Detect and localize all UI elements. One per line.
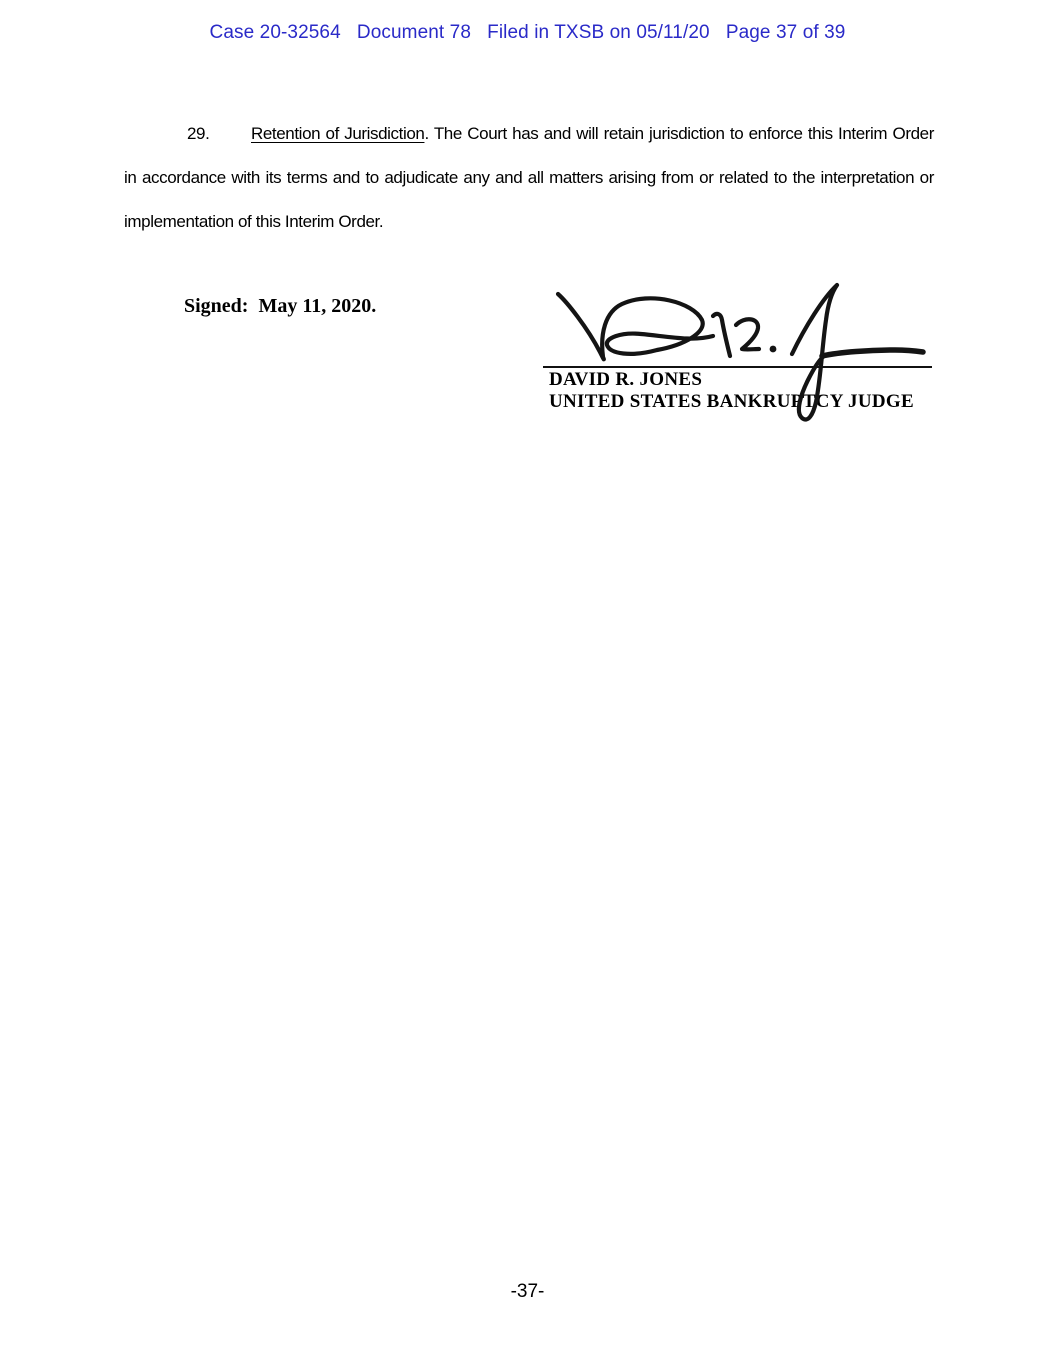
judge-name: DAVID R. JONES	[549, 369, 703, 390]
paragraph-heading: Retention of Jurisdiction	[251, 124, 425, 143]
signed-date-label: Signed: May 11, 2020.	[184, 295, 377, 317]
page-number: -37-	[510, 1281, 545, 1302]
retention-paragraph	[124, 112, 934, 244]
paragraph-text: . The Court has and will retain jurisdiction to enforce this Interim Order in accordance with its terms and to adjudicate any and all matters arising from or related to the interpretation or implementation of this Interim Order.	[124, 124, 934, 231]
paragraph-number: 29.	[187, 124, 210, 143]
judge-signature-icon	[545, 272, 945, 436]
judge-title: UNITED STATES BANKRUPTCY JUDGE	[549, 391, 914, 412]
case-header: Case 20-32564 Document 78 Filed in TXSB on 05/11/20 Page 37 of 39	[209, 22, 846, 43]
